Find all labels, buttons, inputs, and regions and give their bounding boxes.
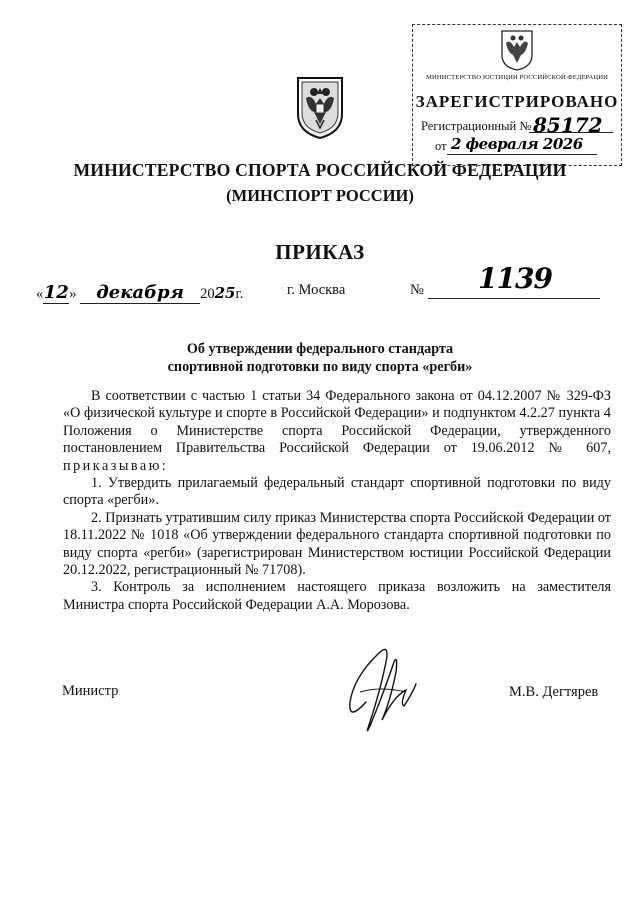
date-month-field xyxy=(80,282,200,304)
stamp-reg-label: Регистрационный № xyxy=(421,119,532,133)
order-body xyxy=(63,388,611,614)
stamp-date-value: 2 февраля 2026 xyxy=(451,135,583,153)
body-intro xyxy=(63,388,611,475)
stamp-reg-number: 85172 xyxy=(533,113,603,137)
order-city: г. Москва xyxy=(287,282,346,298)
ministry-short-title: (МИНСПОРТ РОССИИ) xyxy=(226,186,414,205)
stamp-date-prefix: от xyxy=(435,139,447,153)
stamp-ministry-text: МИНИСТЕРСТВО ЮСТИЦИИ РОССИЙСКОЙ ФЕДЕРАЦИИ xyxy=(426,74,608,81)
registration-stamp xyxy=(412,24,622,166)
body-paragraph-2: 2. Признать утратившим силу приказ Министерства спорта Российской Федерации от 18.11.2022 № 1018 «Об утверждении федерального стандарта спортивной подготовки по виду спорта «регби» (зарегистрирован Министерством юстиции Российской Федерации 20.12.2022, регистрационный № 71708). xyxy=(63,509,611,579)
stamp-date-underline xyxy=(447,154,597,155)
order-date-row xyxy=(36,282,243,304)
handwritten-signature xyxy=(320,632,430,747)
subject-line-1: Об утверждении федерального стандарта xyxy=(186,341,454,357)
order-number-underline xyxy=(428,298,600,299)
date-year-prefix: 20 xyxy=(200,286,215,302)
subject-line-2: спортивной подготовки по виду спорта «регби» xyxy=(167,359,473,375)
date-month: декабря xyxy=(96,282,184,303)
order-number: 1139 xyxy=(478,262,552,295)
body-intro-text: В соответствии с частью 1 статьи 34 Федерального закона от 04.12.2007 № 329-ФЗ «О физической культуре и спорте в Российской Федерации» и подпунктом 4.2.27 пункта 4 Положения о Министерстве спорта Российской Федерации, утвержденного постановлением Правительства Российской Федерации от 19.06.2012 № 607, xyxy=(63,388,611,457)
date-quote-open: « xyxy=(36,286,44,302)
ministry-title: МИНИСТЕРСТВО СПОРТА РОССИЙСКОЙ ФЕДЕРАЦИИ xyxy=(73,160,567,180)
body-order-word: приказываю: xyxy=(63,457,169,474)
date-day: 12 xyxy=(43,282,69,303)
signatory-name: М.В. Дегтярев xyxy=(509,684,599,700)
coat-of-arms-small-icon xyxy=(498,29,536,71)
body-paragraph-3: 3. Контроль за исполнением настоящего приказа возложить на заместителя Министра спорта Российской Федерации А.А. Морозова. xyxy=(63,579,611,613)
order-subject xyxy=(0,340,640,376)
coat-of-arms-emblem xyxy=(292,74,348,140)
date-year-unit: г. xyxy=(235,286,244,302)
date-quote-close: » xyxy=(69,286,77,302)
document-type-title: ПРИКАЗ xyxy=(275,240,365,264)
order-number-label: № xyxy=(410,282,424,298)
date-day-field xyxy=(43,282,69,304)
signatory-position: Министр xyxy=(62,683,119,699)
date-year-suffix: 25 xyxy=(214,284,236,302)
body-paragraph-1: 1. Утвердить прилагаемый федеральный стандарт спортивной подготовки по виду спорта «регби». xyxy=(63,475,611,509)
stamp-status: ЗАРЕГИСТРИРОВАНО xyxy=(415,92,619,111)
